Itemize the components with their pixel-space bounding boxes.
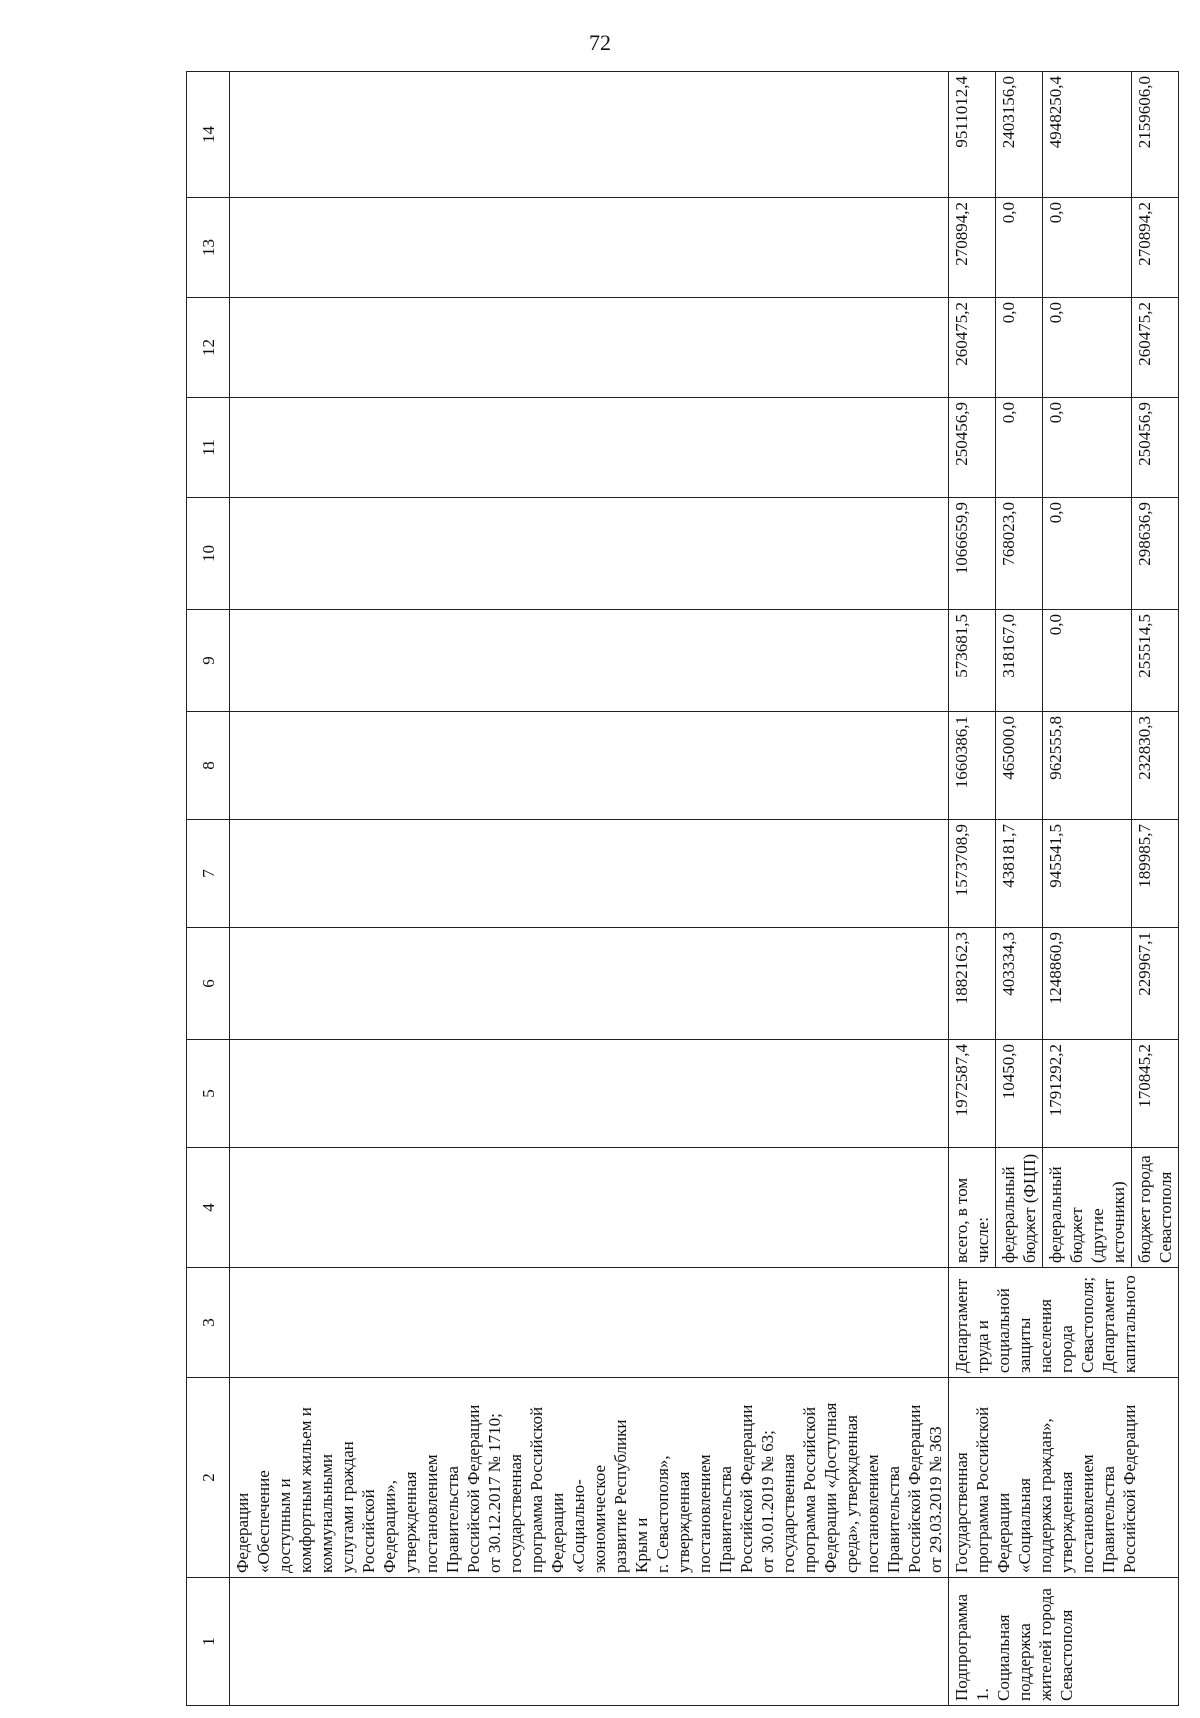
value-cell: 2159606,0 xyxy=(1132,72,1179,198)
header-cell: 1 xyxy=(187,1578,230,1706)
header-cell: 11 xyxy=(187,398,230,498)
value-cell: 768023,0 xyxy=(996,498,1043,610)
value-cell: 1248860,9 xyxy=(1043,928,1132,1040)
header-cell: 6 xyxy=(187,928,230,1040)
table-cell xyxy=(230,1148,949,1268)
value-cell: 250456,9 xyxy=(949,398,996,498)
header-cell: 10 xyxy=(187,498,230,610)
funding-source: бюджет города Севастополя xyxy=(1135,1155,1175,1263)
funding-source-cell xyxy=(1132,1148,1179,1268)
value-cell: 1573708,9 xyxy=(949,820,996,928)
value-cell: 1660386,1 xyxy=(949,712,996,820)
header-cell: 7 xyxy=(187,820,230,928)
value-cell: 962555,8 xyxy=(1043,712,1132,820)
executor-text: Департамент труда и социальной защиты населения города Севастополя; Департамент капитального xyxy=(952,1275,1139,1373)
table-cell xyxy=(230,1040,949,1148)
header-cell: 5 xyxy=(187,1040,230,1148)
value-cell: 255514,5 xyxy=(1132,610,1179,712)
value-cell: 573681,5 xyxy=(949,610,996,712)
value-cell: 2403156,0 xyxy=(996,72,1043,198)
executor-cell xyxy=(949,1268,1179,1378)
funding-source-cell xyxy=(996,1148,1043,1268)
value-cell: 232830,3 xyxy=(1132,712,1179,820)
funding-source: федеральный бюджет (ФЦП) xyxy=(999,1153,1039,1263)
value-cell: 10450,0 xyxy=(996,1040,1043,1148)
table-cell xyxy=(230,398,949,498)
state-program-cell xyxy=(949,1378,1179,1578)
value-cell: 0,0 xyxy=(996,198,1043,298)
funding-source-cell xyxy=(949,1148,996,1268)
value-cell: 260475,2 xyxy=(1132,298,1179,398)
value-cell: 403334,3 xyxy=(996,928,1043,1040)
budget-table xyxy=(186,71,1179,1706)
table-cell xyxy=(230,820,949,928)
value-cell: 170845,2 xyxy=(1132,1040,1179,1148)
subprogram-title-cell xyxy=(949,1578,1179,1706)
value-cell: 250456,9 xyxy=(1132,398,1179,498)
value-cell: 465000,0 xyxy=(996,712,1043,820)
value-cell: 945541,5 xyxy=(1043,820,1132,928)
table-cell xyxy=(230,72,949,198)
value-cell: 0,0 xyxy=(1043,298,1132,398)
table-cell xyxy=(230,498,949,610)
value-cell: 270894,2 xyxy=(949,198,996,298)
value-cell: 270894,2 xyxy=(1132,198,1179,298)
table-cell xyxy=(230,298,949,398)
table-cell xyxy=(230,198,949,298)
header-cell: 4 xyxy=(187,1148,230,1268)
value-cell: 229967,1 xyxy=(1132,928,1179,1040)
table-cell xyxy=(230,712,949,820)
value-cell: 298636,9 xyxy=(1132,498,1179,610)
value-cell: 9511012,4 xyxy=(949,72,996,198)
value-cell: 189985,7 xyxy=(1132,820,1179,928)
value-cell: 438181,7 xyxy=(996,820,1043,928)
value-cell: 0,0 xyxy=(1043,198,1132,298)
value-cell: 0,0 xyxy=(1043,610,1132,712)
table-cell xyxy=(230,610,949,712)
value-cell: 0,0 xyxy=(1043,398,1132,498)
funding-source: всего, в том числе: xyxy=(952,1177,992,1263)
table-cell xyxy=(230,1578,949,1706)
header-cell: 9 xyxy=(187,610,230,712)
value-cell: 1882162,3 xyxy=(949,928,996,1040)
value-cell: 318167,0 xyxy=(996,610,1043,712)
state-program-text: Государственная программа Российской Федерации «Социальная поддержка граждан», утвержденная постановлением Правительства Российской Федерации xyxy=(952,1404,1139,1573)
header-cell: 8 xyxy=(187,712,230,820)
page-number: 72 xyxy=(589,30,611,55)
value-cell: 0,0 xyxy=(996,398,1043,498)
value-cell: 0,0 xyxy=(1043,498,1132,610)
subprogram-title: Подпрограмма 1. Социальная поддержка жителей города Севастополя xyxy=(952,1588,1076,1701)
value-cell: 1791292,2 xyxy=(1043,1040,1132,1148)
table-cell xyxy=(230,1378,949,1578)
header-cell: 13 xyxy=(187,198,230,298)
funding-source: федеральный бюджет (другие источники) xyxy=(1046,1166,1128,1263)
continuation-row xyxy=(230,72,949,1706)
rotated-table-container xyxy=(186,72,1175,1706)
header-cell: 12 xyxy=(187,298,230,398)
funding-source-cell xyxy=(1043,1148,1132,1268)
table-cell xyxy=(230,928,949,1040)
header-cell: 2 xyxy=(187,1378,230,1578)
header-cell: 3 xyxy=(187,1268,230,1378)
header-cell: 14 xyxy=(187,72,230,198)
value-cell: 4948250,4 xyxy=(1043,72,1132,198)
value-cell: 1972587,4 xyxy=(949,1040,996,1148)
program-description: Федерации «Обеспечение доступным и комфортным жильем и коммунальными услугами граждан Российской Федерации», утвержденная постановлением Правительства Российской Федерации от 30.12.2017 № 1710; государственная программа Российской Федерации «Социально- экономическое развитие Республики Крым и г. Севастополя», утвержденная постановлением Правительства Российской Федерации от 30.01.2019 № 63; государственная программа Российской Федерации «Доступная среда», утвержденная постановлением Правительства Российской Федерации от 29.03.2019 № 363 xyxy=(233,1402,945,1573)
table-cell xyxy=(230,1268,949,1378)
header-row xyxy=(187,72,230,1706)
subprogram-row-total xyxy=(949,72,996,1706)
value-cell: 1066659,9 xyxy=(949,498,996,610)
value-cell: 260475,2 xyxy=(949,298,996,398)
value-cell: 0,0 xyxy=(996,298,1043,398)
